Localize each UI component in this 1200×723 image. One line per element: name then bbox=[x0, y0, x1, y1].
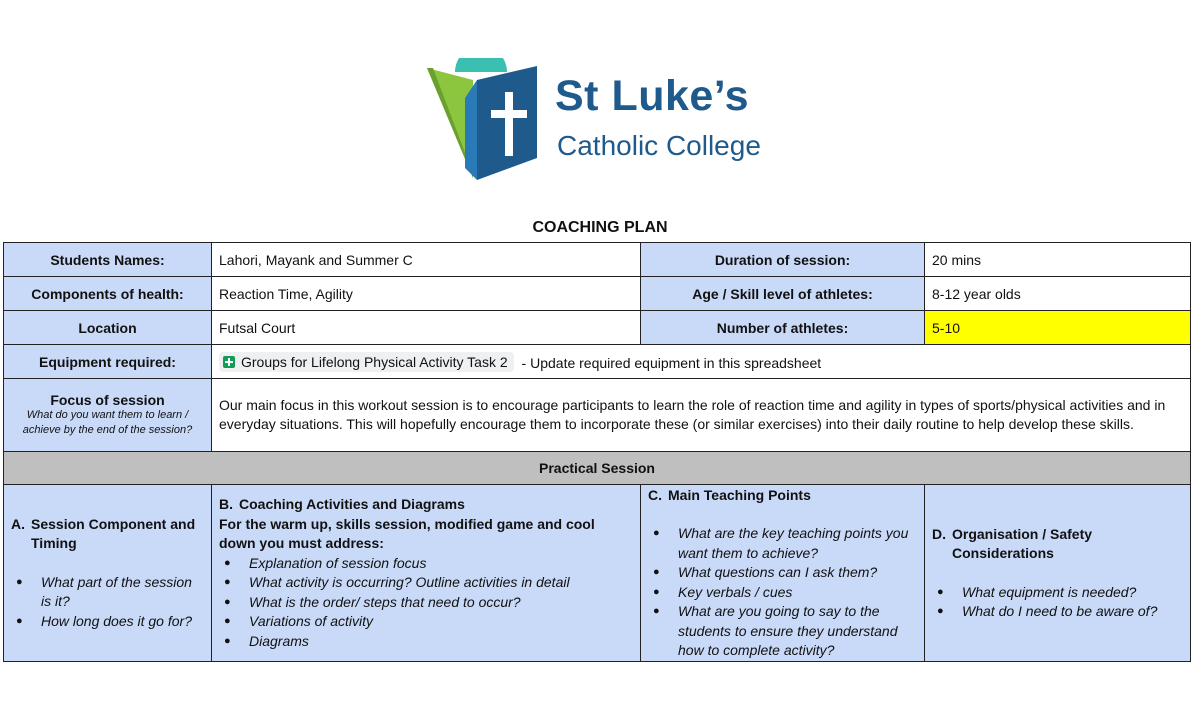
list-item: ● What are the key teaching points you want them to achieve? bbox=[648, 524, 917, 563]
location-value[interactable]: Futsal Court bbox=[212, 311, 641, 345]
column-b-subtitle: For the warm up, skills session, modified game and cool down you must address: bbox=[219, 515, 595, 551]
table-row bbox=[4, 452, 1191, 485]
column-d[interactable] bbox=[925, 485, 1191, 662]
coaching-plan-table bbox=[3, 242, 1191, 662]
column-b-letter: B. bbox=[219, 496, 233, 512]
focus-sublabel: What do you want them to learn / achieve by the end of the session? bbox=[22, 409, 193, 436]
number-athletes-label: Number of athletes: bbox=[641, 311, 925, 345]
column-d-letter: D. bbox=[932, 525, 946, 542]
column-c-heading bbox=[648, 486, 917, 506]
table-row bbox=[4, 243, 1191, 277]
list-item: ● Diagrams bbox=[219, 632, 633, 652]
table-row bbox=[4, 277, 1191, 311]
age-skill-label: Age / Skill level of athletes: bbox=[641, 277, 925, 311]
logo-title: St Luke’s bbox=[555, 72, 750, 120]
column-b-heading bbox=[219, 495, 633, 515]
column-a-letter: A. bbox=[11, 515, 25, 532]
logo-subtitle: Catholic College bbox=[557, 130, 761, 161]
column-c-title: Main Teaching Points bbox=[668, 486, 811, 503]
list-item: ● What is the order/ steps that need to occur? bbox=[219, 593, 633, 613]
column-a-bullets bbox=[11, 573, 204, 632]
duration-value[interactable]: 20 mins bbox=[925, 243, 1191, 277]
column-d-bullets bbox=[932, 583, 1183, 622]
table-row bbox=[4, 379, 1191, 452]
equipment-label: Equipment required: bbox=[4, 345, 212, 379]
list-item: ● Key verbals / cues bbox=[648, 583, 917, 603]
list-item: ● What questions can I ask them? bbox=[648, 563, 917, 583]
students-names-label: Students Names: bbox=[4, 243, 212, 277]
table-row bbox=[4, 345, 1191, 379]
column-b-title: Coaching Activities and Diagrams bbox=[239, 496, 465, 512]
list-item: ● How long does it go for? bbox=[11, 612, 204, 632]
document-title: COACHING PLAN bbox=[532, 219, 668, 236]
list-item: ● Explanation of session focus bbox=[219, 554, 633, 574]
column-c-bullets bbox=[648, 524, 917, 661]
column-b[interactable] bbox=[212, 485, 641, 662]
focus-label-cell bbox=[4, 379, 212, 452]
column-a[interactable] bbox=[4, 485, 212, 662]
students-names-value[interactable]: Lahori, Mayank and Summer C bbox=[212, 243, 641, 277]
spreadsheet-link-text[interactable]: Groups for Lifelong Physical Activity Task 2 bbox=[241, 353, 508, 370]
column-c[interactable] bbox=[641, 485, 925, 662]
components-value[interactable]: Reaction Time, Agility bbox=[212, 277, 641, 311]
practical-session-header: Practical Session bbox=[4, 452, 1191, 485]
book-cross-icon bbox=[425, 58, 545, 183]
components-label: Components of health: bbox=[4, 277, 212, 311]
age-skill-value[interactable]: 8-12 year olds bbox=[925, 277, 1191, 311]
table-row bbox=[4, 485, 1191, 662]
column-d-heading bbox=[932, 525, 1183, 564]
list-item: ● What part of the session is it? bbox=[11, 573, 204, 612]
google-sheets-icon bbox=[223, 356, 235, 368]
spreadsheet-link-chip[interactable] bbox=[219, 352, 514, 372]
equipment-note: - Update required equipment in this spreadsheet bbox=[517, 354, 822, 371]
column-a-title: Session Component and Timing bbox=[31, 515, 196, 552]
list-item: ● Variations of activity bbox=[219, 612, 633, 632]
list-item: ● What activity is occurring? Outline activities in detail bbox=[219, 573, 633, 593]
column-c-letter: C. bbox=[648, 486, 662, 503]
column-a-heading bbox=[11, 515, 204, 554]
column-d-title: Organisation / Safety Considerations bbox=[952, 525, 1093, 561]
table-row bbox=[4, 311, 1191, 345]
duration-label: Duration of session: bbox=[641, 243, 925, 277]
college-logo bbox=[425, 58, 770, 183]
focus-label: Focus of session bbox=[50, 392, 165, 408]
document-header bbox=[0, 0, 1200, 215]
list-item: ● What are you going to say to the students to ensure they understand how to complete activity? bbox=[648, 602, 917, 661]
list-item: ● What do I need to be aware of? bbox=[932, 602, 1183, 622]
focus-value[interactable]: Our main focus in this workout session is to encourage participants to learn the role of reaction time and agility in types of sports/physical activities and in everyday situations. This will hopefully encourage them to incorporate these (or similar exercises) into their daily routine to help develop these skills. bbox=[212, 379, 1191, 452]
number-athletes-value[interactable]: 5-10 bbox=[925, 311, 1191, 345]
column-b-bullets bbox=[219, 554, 633, 652]
list-item: ● What equipment is needed? bbox=[932, 583, 1183, 603]
equipment-value bbox=[212, 345, 1191, 379]
location-label: Location bbox=[4, 311, 212, 345]
